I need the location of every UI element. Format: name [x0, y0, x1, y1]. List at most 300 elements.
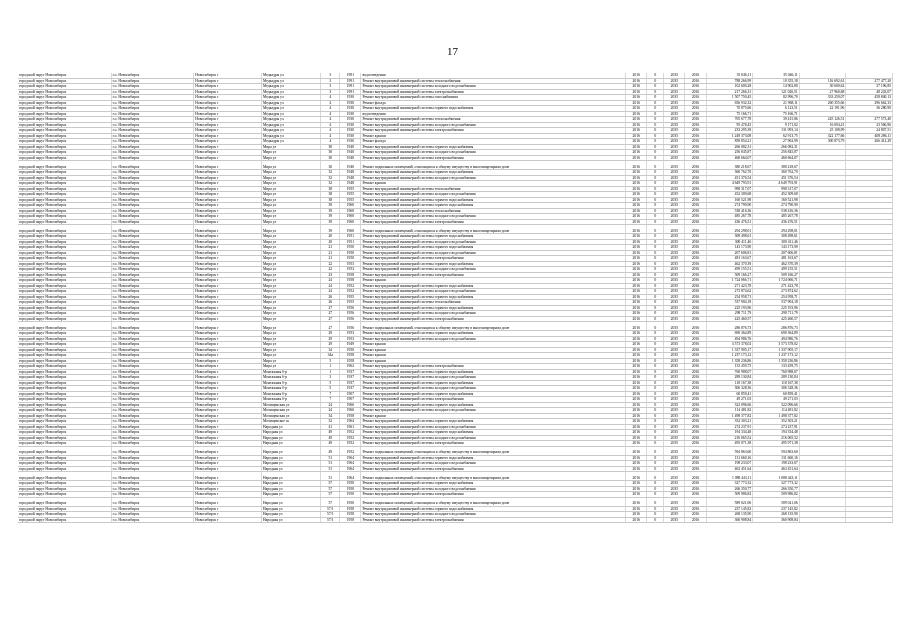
- table-cell: 788 266,99: [706, 78, 753, 84]
- table-cell: Мира ул: [261, 256, 320, 262]
- table-cell: Ремонт внутридомовой инженерной системы холодного водоснабжения: [361, 311, 626, 317]
- table-cell: 0: [647, 78, 664, 84]
- table-cell: 2016: [685, 347, 706, 353]
- table-cell: городской округ Новосибирск: [18, 408, 111, 414]
- table-cell: 2035: [664, 289, 685, 295]
- table-cell: 0: [647, 256, 664, 262]
- table-cell: 34: [321, 413, 340, 419]
- table-cell: 2035: [664, 175, 685, 181]
- table-cell: городской округ Новосибирск: [18, 283, 111, 289]
- table-cell: 133 459,75: [753, 364, 800, 370]
- table-cell: Новосибирск г: [194, 461, 262, 467]
- table-cell: 286 876,73: [706, 322, 753, 331]
- table-cell: 594 863,60: [706, 446, 753, 455]
- table-cell: 0: [647, 305, 664, 311]
- table-cell: 1958: [340, 517, 361, 523]
- table-cell: Мира ул: [261, 214, 320, 220]
- table-cell: [799, 446, 846, 455]
- table-cell: 2035: [664, 481, 685, 487]
- table-cell: [846, 322, 893, 331]
- table-cell: Новосибирск г: [194, 517, 262, 523]
- table-cell: 0: [647, 441, 664, 447]
- table-cell: 277 573,40: [846, 117, 893, 123]
- table-cell: 0: [647, 234, 664, 240]
- table-cell: Ремонт внутридомовой инженерной системы холодного водоснабжения: [361, 84, 626, 90]
- table-cell: Ремонт внутридомовой инженерной системы холодного водоснабжения: [361, 150, 626, 156]
- table-cell: городской округ Новосибирск: [18, 294, 111, 300]
- table-cell: Народная ул: [261, 517, 320, 523]
- table-cell: 2035: [664, 512, 685, 518]
- table-cell: 1: [321, 369, 340, 375]
- table-cell: 2016: [626, 294, 647, 300]
- table-cell: 1950: [340, 256, 361, 262]
- table-cell: 254 958,71: [706, 294, 753, 300]
- table-cell: 26: [321, 294, 340, 300]
- table-cell: городской округ Новосибирск: [18, 245, 111, 251]
- table-cell: 308 498,61: [706, 234, 753, 240]
- table-cell: 2035: [664, 424, 685, 430]
- table-cell: 0: [647, 175, 664, 181]
- table-cell: 266 412,29: [846, 139, 893, 145]
- table-cell: 2016: [626, 336, 647, 342]
- table-cell: 463 451,64: [753, 466, 800, 472]
- table-cell: 2016: [626, 441, 647, 447]
- table-cell: 2016: [626, 283, 647, 289]
- table-cell: 1 498 377,82: [753, 413, 800, 419]
- table-cell: Новосибирск г: [194, 175, 262, 181]
- table-row: [18, 322, 893, 331]
- table-cell: Ремонт внутридомовой инженерной системы холодного водоснабжения: [361, 461, 626, 467]
- table-cell: 131 660,16: [753, 455, 800, 461]
- table-cell: 0: [647, 289, 664, 295]
- table-cell: 452 309,68: [706, 192, 753, 198]
- table-cell: городской округ Новосибирск: [18, 466, 111, 472]
- table-cell: 22: [321, 261, 340, 267]
- table-cell: 509 986,82: [753, 492, 800, 498]
- table-cell: г.о. Новосибирск: [111, 203, 194, 209]
- table-cell: 277 477,20: [846, 78, 893, 84]
- table-cell: г.о. Новосибирск: [111, 375, 194, 381]
- table-cell: 2035: [664, 386, 685, 392]
- table-cell: 0: [647, 150, 664, 156]
- table-cell: городской округ Новосибирск: [18, 100, 111, 106]
- table-cell: 2016: [685, 402, 706, 408]
- table-cell: Новосибирск г: [194, 481, 262, 487]
- table-cell: 2016: [685, 133, 706, 139]
- table-cell: Ремонт фасада: [361, 100, 626, 106]
- table-cell: 2016: [626, 261, 647, 267]
- table-cell: Ремонт внутридомовой инженерной системы электроснабжения: [361, 364, 626, 370]
- table-cell: 1 724 066,71: [706, 278, 753, 284]
- table-cell: 256 845,87: [753, 150, 800, 156]
- table-cell: 1930: [340, 95, 361, 101]
- table-cell: Новосибирск г: [194, 283, 262, 289]
- table-cell: Монтажная б-р: [261, 391, 320, 397]
- table-cell: городской округ Новосибирск: [18, 311, 111, 317]
- table-cell: Новосибирск г: [194, 150, 262, 156]
- table-cell: 24: [321, 289, 340, 295]
- table-cell: городской округ Новосибирск: [18, 506, 111, 512]
- table-cell: городской округ Новосибирск: [18, 106, 111, 112]
- table-cell: 3: [321, 375, 340, 381]
- table-cell: г.о. Новосибирск: [111, 419, 194, 425]
- table-cell: [846, 225, 893, 234]
- table-cell: городской округ Новосибирск: [18, 214, 111, 220]
- table-cell: 29: [321, 331, 340, 337]
- table-cell: 2016: [685, 430, 706, 436]
- table-cell: 27: [321, 322, 340, 331]
- table-cell: городской округ Новосибирск: [18, 161, 111, 170]
- table-cell: Народная ул: [261, 512, 320, 518]
- table-cell: 300 411,46: [753, 239, 800, 245]
- table-cell: Новосибирск г: [194, 73, 262, 78]
- table-cell: 2035: [664, 139, 685, 145]
- table-cell: 2016: [626, 397, 647, 403]
- table-cell: 2035: [664, 391, 685, 397]
- table-cell: 2016: [626, 353, 647, 359]
- table-cell: Новосибирск г: [194, 89, 262, 95]
- table-cell: Новосибирск г: [194, 386, 262, 392]
- table-cell: 538 416,36: [753, 208, 800, 214]
- table-cell: 0: [647, 139, 664, 145]
- table-cell: 2016: [685, 144, 706, 150]
- table-cell: 1940: [340, 150, 361, 156]
- table-cell: 1 498 377,82: [706, 413, 753, 419]
- table-cell: г.о. Новосибирск: [111, 424, 194, 430]
- table-cell: городской округ Новосибирск: [18, 78, 111, 84]
- table-cell: г.о. Новосибирск: [111, 322, 194, 331]
- table-cell: 2016: [685, 466, 706, 472]
- table-cell: городской округ Новосибирск: [18, 261, 111, 267]
- table-cell: 2035: [664, 128, 685, 134]
- table-cell: Ремонт внутридомовой инженерной системы горячего водоснабжения: [361, 455, 626, 461]
- table-cell: 2016: [626, 95, 647, 101]
- table-cell: 1961: [340, 424, 361, 430]
- table-cell: 3: [321, 78, 340, 84]
- table-cell: Новосибирск г: [194, 391, 262, 397]
- table-cell: Мира ул: [261, 278, 320, 284]
- table-cell: [799, 517, 846, 523]
- table-cell: 39 415,86: [753, 117, 800, 123]
- table-cell: 0: [647, 435, 664, 441]
- table-cell: 237 145,82: [753, 506, 800, 512]
- table-cell: 2016: [626, 155, 647, 161]
- table-cell: 2016: [626, 128, 647, 134]
- table-cell: Монтажная б-р: [261, 369, 320, 375]
- table-cell: 360 762,70: [706, 170, 753, 176]
- table-cell: 485 267,78: [706, 214, 753, 220]
- table-cell: 75 166,71: [753, 111, 800, 117]
- table-cell: 298 711,79: [706, 311, 753, 317]
- table-cell: 1964: [340, 466, 361, 472]
- table-cell: 32: [321, 170, 340, 176]
- table-cell: 1955: [340, 294, 361, 300]
- table-cell: 271 423,78: [753, 283, 800, 289]
- table-cell: 2016: [626, 234, 647, 240]
- table-cell: 30 600,62: [799, 84, 846, 90]
- table-cell: 48 243,07: [846, 89, 893, 95]
- table-cell: 0: [647, 239, 664, 245]
- table-cell: г.о. Новосибирск: [111, 106, 194, 112]
- table-cell: 5: [321, 380, 340, 386]
- table-cell: 2035: [664, 73, 685, 78]
- table-cell: городской округ Новосибирск: [18, 117, 111, 123]
- table-cell: г.о. Новосибирск: [111, 234, 194, 240]
- table-cell: г.о. Новосибирск: [111, 342, 194, 348]
- table-cell: г.о. Новосибирск: [111, 208, 194, 214]
- table-cell: 2016: [685, 95, 706, 101]
- table-cell: 2035: [664, 278, 685, 284]
- table-cell: 322 177,66: [799, 133, 846, 139]
- table-cell: г.о. Новосибирск: [111, 472, 194, 481]
- table-cell: 1991: [340, 89, 361, 95]
- table-cell: г.о. Новосибирск: [111, 175, 194, 181]
- table-cell: г.о. Новосибирск: [111, 455, 194, 461]
- table-cell: 2035: [664, 95, 685, 101]
- table-cell: 0: [647, 214, 664, 220]
- table-cell: 2035: [664, 283, 685, 289]
- table-cell: 998 317,07: [706, 186, 753, 192]
- table-cell: 2035: [664, 261, 685, 267]
- table-cell: 2016: [685, 128, 706, 134]
- table-cell: 266 082,31: [706, 144, 753, 150]
- table-cell: 2016: [626, 342, 647, 348]
- table-cell: городской округ Новосибирск: [18, 192, 111, 198]
- table-cell: Новосибирск г: [194, 111, 262, 117]
- table-cell: Ремонт внутридомовой инженерной системы теплоснабжения: [361, 186, 626, 192]
- table-cell: Новосибирск г: [194, 397, 262, 403]
- table-cell: Ремонт внутридомовой инженерной системы горячего водоснабжения: [361, 369, 626, 375]
- table-cell: 4 649 793,91: [753, 181, 800, 187]
- table-cell: 2016: [626, 316, 647, 322]
- table-cell: 1950: [340, 486, 361, 492]
- table-cell: 0: [647, 283, 664, 289]
- table-cell: 2016: [626, 512, 647, 518]
- table-cell: 2016: [626, 278, 647, 284]
- table-cell: 2016: [685, 300, 706, 306]
- table-cell: Новосибирск г: [194, 267, 262, 273]
- table-cell: 0: [647, 369, 664, 375]
- table-cell: 2035: [664, 122, 685, 128]
- table-cell: 0: [647, 331, 664, 337]
- table-cell: Ремонт внутридомовой инженерной системы электроснабжения: [361, 256, 626, 262]
- table-cell: 2016: [626, 435, 647, 441]
- table-cell: 2016: [626, 150, 647, 156]
- table-cell: 2016: [626, 192, 647, 198]
- table-cell: 458 840,13: [846, 95, 893, 101]
- table-cell: 1930: [340, 133, 361, 139]
- table-cell: Медкадры ул: [261, 133, 320, 139]
- table-cell: г.о. Новосибирск: [111, 336, 194, 342]
- table-body: [18, 73, 893, 523]
- table-cell: 1964: [340, 455, 361, 461]
- table-cell: Новосибирск г: [194, 272, 262, 278]
- table-cell: 2016: [685, 111, 706, 117]
- table-cell: 2035: [664, 181, 685, 187]
- table-cell: 2016: [626, 300, 647, 306]
- table-cell: 254 958,71: [753, 294, 800, 300]
- table-cell: Ремонт внутридомовой инженерной системы горячего водоснабжения: [361, 203, 626, 209]
- table-cell: Ремонт внутридомовой инженерной системы холодного водоснабжения: [361, 386, 626, 392]
- table-cell: 57/1: [321, 512, 340, 518]
- table-cell: [846, 446, 893, 455]
- table-cell: Народная ул: [261, 497, 320, 506]
- table-cell: городской округ Новосибирск: [18, 336, 111, 342]
- table-cell: 1 337 905,17: [706, 347, 753, 353]
- table-cell: 538 416,36: [706, 208, 753, 214]
- table-cell: 0: [647, 208, 664, 214]
- table-cell: Новосибирск г: [194, 192, 262, 198]
- table-cell: г.о. Новосибирск: [111, 481, 194, 487]
- table-cell: Мира ул: [261, 225, 320, 234]
- table-cell: 2035: [664, 161, 685, 170]
- table-cell: 589 021,06: [706, 497, 753, 506]
- table-cell: 509 986,82: [706, 492, 753, 498]
- table-cell: городской округ Новосибирск: [18, 111, 111, 117]
- table-cell: 2016: [626, 144, 647, 150]
- table-cell: Мира ул: [261, 289, 320, 295]
- table-cell: 2016: [626, 214, 647, 220]
- table-cell: Ремонт внутридомовой инженерной системы теплоснабжения: [361, 300, 626, 306]
- table-cell: г.о. Новосибирск: [111, 239, 194, 245]
- document-sheet: [18, 73, 893, 523]
- table-cell: 62 913,75: [753, 133, 800, 139]
- table-cell: 1940: [340, 155, 361, 161]
- table-cell: 537 904,18: [753, 300, 800, 306]
- table-cell: 1956: [340, 305, 361, 311]
- table-cell: 0: [647, 466, 664, 472]
- table-cell: 3: [321, 84, 340, 90]
- table-cell: городской округ Новосибирск: [18, 272, 111, 278]
- table-cell: городской округ Новосибирск: [18, 461, 111, 467]
- table-cell: 102 600,28: [706, 84, 753, 90]
- table-cell: Новосибирск г: [194, 95, 262, 101]
- table-cell: 21: [321, 256, 340, 262]
- table-cell: 509 166,27: [706, 272, 753, 278]
- table-cell: Ремонт внутридомовой инженерной системы холодного водоснабжения: [361, 192, 626, 198]
- table-cell: Ремонт подвальных помещений, относящихся к общему имуществу в многоквартирном доме: [361, 161, 626, 170]
- table-cell: Мира ул: [261, 245, 320, 251]
- table-cell: 27: [321, 305, 340, 311]
- table-cell: 2035: [664, 89, 685, 95]
- table-cell: 1949: [340, 342, 361, 348]
- table-cell: Ремонт внутридомовой инженерной системы электроснабжения: [361, 272, 626, 278]
- table-cell: 1991: [340, 84, 361, 90]
- table-cell: Ремонт внутридомовой инженерной системы газоснабжения: [361, 95, 626, 101]
- table-cell: Ремонт внутридомовой инженерной системы электроснабжения: [361, 397, 626, 403]
- table-cell: 7: [321, 391, 340, 397]
- table-cell: городской округ Новосибирск: [18, 413, 111, 419]
- table-cell: городской округ Новосибирск: [18, 197, 111, 203]
- table-cell: 495 071,38: [753, 441, 800, 447]
- table-cell: 1966: [340, 408, 361, 414]
- table-cell: 274 790,90: [706, 203, 753, 209]
- table-cell: Ремонт внутридомовой инженерной системы горячего водоснабжения: [361, 294, 626, 300]
- table-cell: 2016: [626, 419, 647, 425]
- table-cell: 2035: [664, 435, 685, 441]
- table-cell: 2016: [685, 289, 706, 295]
- table-cell: 380 218,67: [706, 161, 753, 170]
- table-cell: 4: [321, 106, 340, 112]
- table-cell: г.о. Новосибирск: [111, 144, 194, 150]
- table-cell: городской округ Новосибирск: [18, 256, 111, 262]
- table-cell: водоотведения: [361, 73, 626, 78]
- table-cell: 116 692,61: [799, 78, 846, 84]
- table-row: [18, 161, 893, 170]
- table-cell: 23 566,96: [846, 122, 893, 128]
- table-cell: Ремонт внутридомовой инженерной системы горячего водоснабжения: [361, 331, 626, 337]
- table-cell: 0: [647, 294, 664, 300]
- table-cell: 1 358 236,86: [706, 358, 753, 364]
- table-cell: 2035: [664, 402, 685, 408]
- table-cell: 2035: [664, 192, 685, 198]
- table-cell: 2016: [626, 358, 647, 364]
- table-cell: 2016: [626, 181, 647, 187]
- table-cell: 2016: [626, 289, 647, 295]
- table-cell: г.о. Новосибирск: [111, 100, 194, 106]
- table-cell: г.о. Новосибирск: [111, 305, 194, 311]
- table-cell: 308 498,61: [753, 234, 800, 240]
- table-cell: Мира ул: [261, 358, 320, 364]
- table-cell: городской округ Новосибирск: [18, 186, 111, 192]
- table-cell: Новосибирск г: [194, 331, 262, 337]
- table-cell: 1 724 066,71: [753, 278, 800, 284]
- table-cell: 1930: [340, 117, 361, 123]
- table-cell: городской округ Новосибирск: [18, 175, 111, 181]
- table-cell: г.о. Новосибирск: [111, 369, 194, 375]
- table-cell: 2016: [685, 219, 706, 225]
- table-cell: г.о. Новосибирск: [111, 512, 194, 518]
- table-cell: 2016: [626, 331, 647, 337]
- table-cell: 2035: [664, 250, 685, 256]
- table-cell: 2016: [626, 106, 647, 112]
- table-cell: Мира ул: [261, 322, 320, 331]
- table-cell: городской округ Новосибирск: [18, 369, 111, 375]
- table-cell: 2016: [685, 455, 706, 461]
- table-cell: 2016: [626, 256, 647, 262]
- table-cell: 425 460,57: [706, 316, 753, 322]
- table-cell: 2016: [685, 89, 706, 95]
- table-cell: 2016: [685, 419, 706, 425]
- table-cell: Новосибирск г: [194, 512, 262, 518]
- table-cell: 268 135,90: [706, 512, 753, 518]
- table-cell: Новосибирск г: [194, 170, 262, 176]
- table-cell: 2016: [626, 408, 647, 414]
- table-cell: 0: [647, 203, 664, 209]
- table-cell: 2016: [685, 486, 706, 492]
- table-cell: 0: [647, 155, 664, 161]
- table-cell: 2016: [626, 73, 647, 78]
- table-cell: г.о. Новосибирск: [111, 250, 194, 256]
- table-cell: 57/1: [321, 517, 340, 523]
- table-cell: 24: [321, 402, 340, 408]
- table-cell: Народная ул: [261, 466, 320, 472]
- table-cell: 296 662,33: [846, 100, 893, 106]
- table-cell: 0: [647, 278, 664, 284]
- table-cell: 322 096,66: [706, 402, 753, 408]
- table-cell: 2035: [664, 492, 685, 498]
- table-cell: Новосибирск г: [194, 380, 262, 386]
- table-cell: 1950: [340, 497, 361, 506]
- table-cell: 1940: [340, 161, 361, 170]
- table-cell: Мира ул: [261, 203, 320, 209]
- table-cell: городской округ Новосибирск: [18, 331, 111, 337]
- table-cell: 20: [321, 234, 340, 240]
- table-cell: 4: [321, 128, 340, 134]
- table-cell: 1907: [340, 397, 361, 403]
- table-cell: 1950: [340, 250, 361, 256]
- table-cell: Ремонт внутридомовой инженерной системы горячего водоснабжения: [361, 481, 626, 487]
